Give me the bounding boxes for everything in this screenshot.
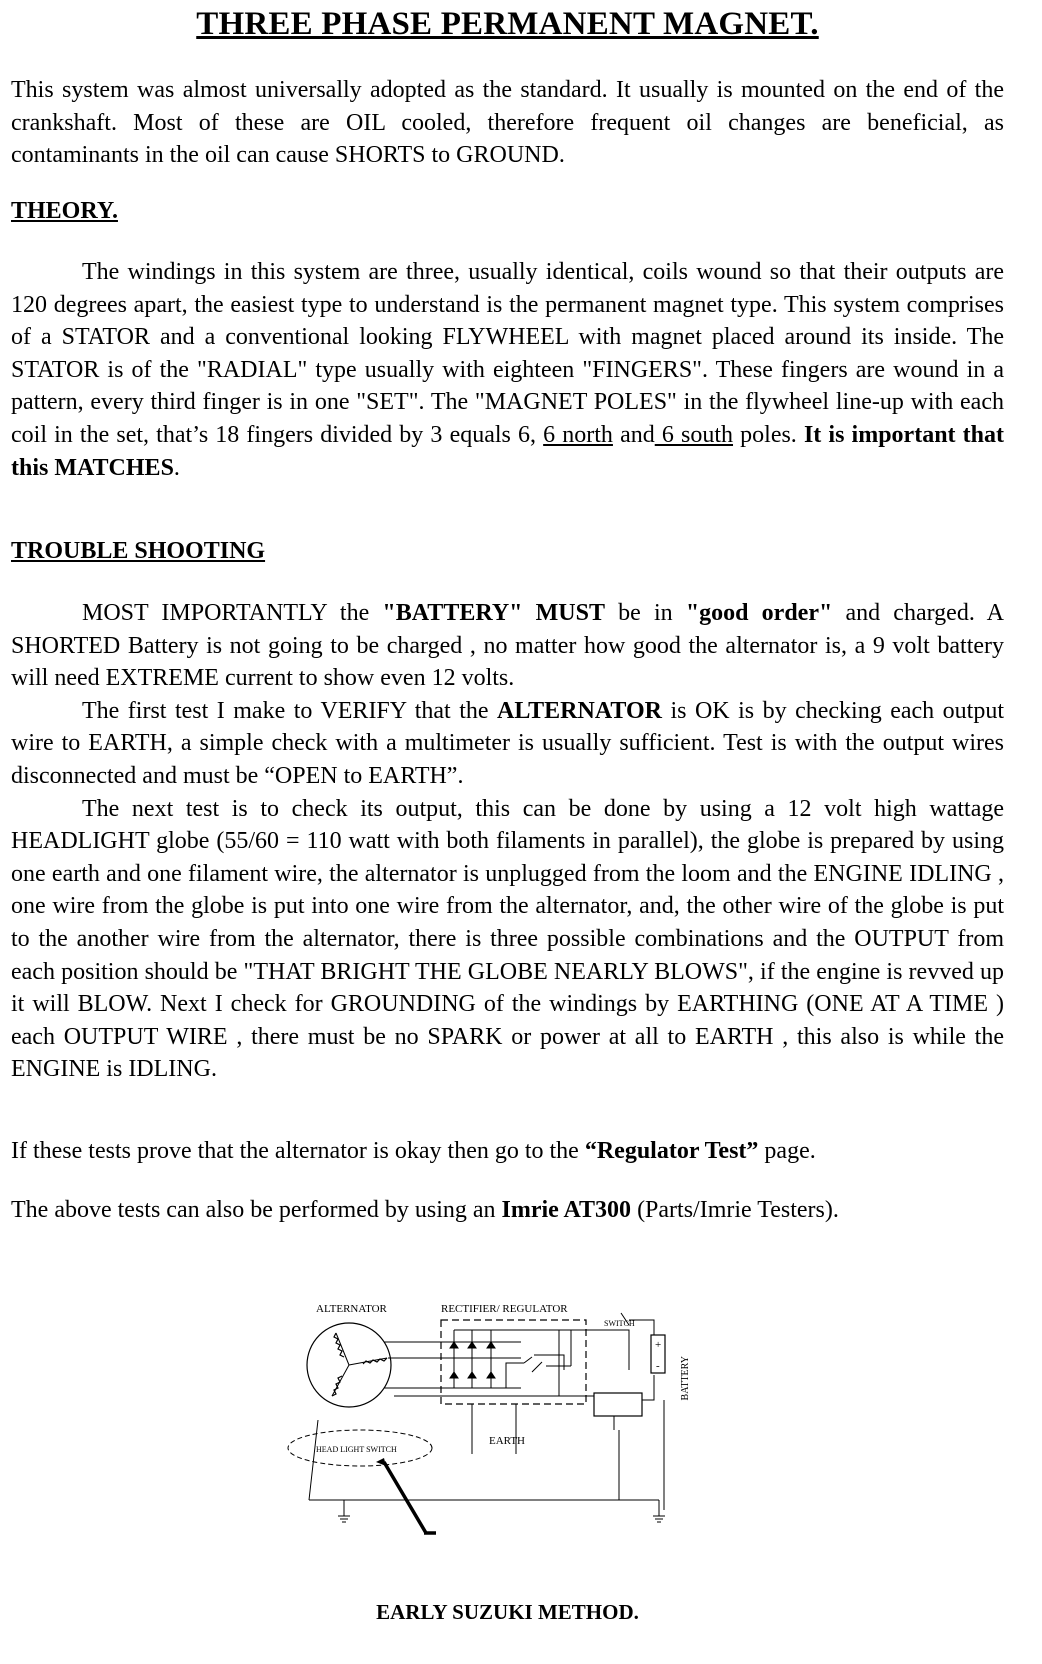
rectifier-diodes — [450, 1330, 495, 1388]
theory-paragraph: The windings in this system are three, usually identical, coils wound so that their outputs are 120 degrees apart, the easiest type to understand is the permanent magnet type. This system comprises of a STATOR and a conventional looking FLYWHEEL with magnet placed around its inside. The STATOR is of the "RADIAL" type usually with eighteen "FINGERS". These fingers are wound in a pattern, every third finger is in one "SET". The "MAGNET POLES" in the flywheel line-up with each coil in the set, that’s 18 fingers divided by 3 equals 6, 6 north and 6 south poles. It is important that this MATCHES. — [11, 259, 1004, 481]
svg-text:+: + — [655, 1339, 662, 1351]
alternator-label: ALTERNATOR — [316, 1303, 387, 1315]
north-poles-text: 6 north — [543, 421, 613, 448]
trouble-shooting-heading: TROUBLE SHOOTING — [11, 538, 266, 564]
intro-paragraph: This system was almost universally adopted as the standard. It usually is mounted on the end of the crankshaft. Most of these are OIL cooled, therefore frequent oil changes are beneficial, as contaminants in the oil can cause SHORTS to GROUND. — [11, 77, 1004, 169]
load-box — [594, 1393, 642, 1416]
earth-test-paragraph: The first test I make to VERIFY that the ALTERNATOR is OK is by checking each output wire to EARTH, a simple check with a multimeter is usually sufficient. Test is with the output wires disconnected and must be “OPEN to EARTH”. — [11, 697, 1004, 789]
rectifier-label: RECTIFIER/ REGULATOR — [441, 1303, 568, 1315]
regulator-paragraph: If these tests prove that the alternator is okay then go to the “Regulator Test” page. — [11, 1138, 816, 1164]
diagram-caption: EARLY SUZUKI METHOD. — [376, 1600, 639, 1624]
alternator-symbol — [307, 1323, 391, 1407]
south-poles-text: 6 south — [654, 421, 734, 448]
wiring-diagram — [284, 1300, 744, 1590]
battery-label: BATTERY — [680, 1356, 691, 1401]
trouble-shooting-paragraphs — [11, 597, 1004, 1086]
ground-symbols — [338, 1500, 665, 1522]
theory-heading: THEORY. — [11, 198, 118, 224]
output-test-paragraph: The next test is to check its output, this can be done by using a 12 volt high wattage HEADLIGHT globe (55/60 = 110 watt with both filaments in parallel), the globe is prepared by using one earth and one filament wire, the alternator is unplugged from the loom and the ENGINE IDLING , one wire from the globe is put into one wire from the alternator, and, the other wire of the globe is put to the another wire from the alternator, there is three possible combinations and the OUTPUT from each position should be "THAT BRIGHT THE GLOBE NEARLY BLOWS", if the engine is revved up it will BLOW. Next I check for GROUNDING of the windings by EARTHING (ONE AT A TIME ) each OUTPUT WIRE , there must be no SPARK or power at all to EARTH , this also is while the ENGINE is IDLING. — [11, 795, 1004, 1083]
imrie-product-name: Imrie AT300 — [501, 1197, 632, 1223]
pointer-line — [384, 1462, 436, 1533]
important-note: It is important that this MATCHES — [11, 421, 1004, 481]
earth-label: EARTH — [489, 1435, 526, 1447]
svg-text:-: - — [656, 1360, 660, 1372]
pointer-arrowhead — [376, 1458, 386, 1466]
page-title: THREE PHASE PERMANENT MAGNET. — [196, 6, 819, 42]
imrie-paragraph: The above tests can also be performed by using an Imrie AT300 (Parts/Imrie Testers). — [11, 1197, 839, 1223]
battery-paragraph: MOST IMPORTANTLY the "BATTERY" MUST be in "good order" and charged. A SHORTED Battery is not going to be charged , no matter how good the alternator is, a 9 volt battery will need EXTREME current to show even 12 volts. — [11, 600, 1004, 692]
regulator-test-reference: “Regulator Test” — [584, 1138, 759, 1164]
headlight-switch-label: HEAD LIGHT SWITCH — [316, 1445, 397, 1454]
switch-label: SWITCH — [604, 1319, 635, 1328]
